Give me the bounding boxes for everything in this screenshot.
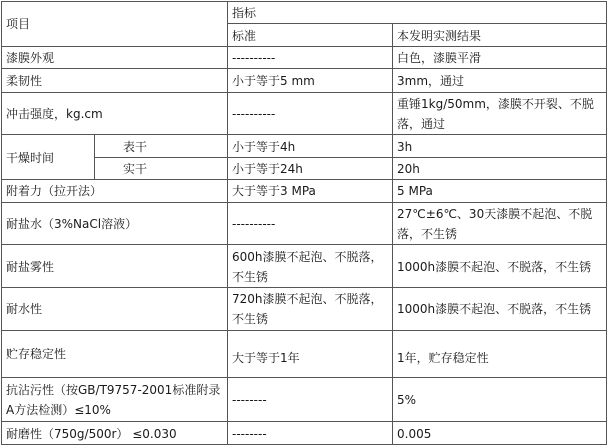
standard-cell: -------- — [228, 422, 393, 445]
row-label: 耐盐雾性 — [2, 245, 228, 288]
result-cell: 3mm，通过 — [393, 69, 607, 92]
result-cell: 0.005 — [393, 422, 607, 445]
header-indicator: 指标 — [228, 2, 607, 24]
result-cell: 1年，贮存稳定性 — [393, 330, 607, 377]
table-row — [2, 135, 607, 157]
result-cell: 5 MPa — [393, 180, 607, 202]
row-label: 干燥时间 — [2, 135, 95, 180]
row-label: 冲击强度，kg.cm — [2, 92, 228, 135]
table-row — [2, 330, 607, 377]
standard-cell: ---------- — [228, 46, 393, 68]
row-label: 附着力（拉开法） — [2, 180, 228, 202]
result-cell: 20h — [393, 157, 607, 179]
standard-cell: 720h漆膜不起泡、不脱落，不生锈 — [228, 288, 393, 331]
row-label: 贮存稳定性 — [2, 330, 228, 377]
table-row — [2, 180, 607, 202]
table-row — [2, 202, 607, 245]
row-label: 漆膜外观 — [2, 46, 228, 68]
result-cell: 1000h漆膜不起泡、不脱落，不生锈 — [393, 288, 607, 331]
row-label: 耐盐水（3%NaCl溶液） — [2, 202, 228, 245]
standard-cell: ---------- — [228, 92, 393, 135]
standard-cell: -------- — [228, 377, 393, 422]
table-row — [2, 288, 607, 331]
row-label: 抗沾污性（按GB/T9757-2001标准附录A方法检测）≤10% — [2, 377, 228, 422]
spec-table — [1, 1, 607, 445]
header-row-1 — [2, 2, 607, 24]
result-cell: 重锤1kg/50mm，漆膜不开裂、不脱落，通过 — [393, 92, 607, 135]
standard-cell: 600h漆膜不起泡、不脱落，不生锈 — [228, 245, 393, 288]
row-label: 耐水性 — [2, 288, 228, 331]
header-item: 项目 — [2, 2, 228, 47]
result-cell: 1000h漆膜不起泡、不脱落，不生锈 — [393, 245, 607, 288]
standard-cell: 小于等于5 mm — [228, 69, 393, 92]
row-label: 柔韧性 — [2, 69, 228, 92]
table-row — [2, 245, 607, 288]
table-row — [2, 377, 607, 422]
header-result: 本发明实测结果 — [393, 24, 607, 46]
result-cell: 3h — [393, 135, 607, 157]
result-cell: 5% — [393, 377, 607, 422]
standard-cell: ---------- — [228, 202, 393, 245]
table-row — [2, 422, 607, 445]
sub-row-label: 实干 — [95, 157, 228, 179]
sub-row-label: 表干 — [95, 135, 228, 157]
result-cell: 27℃±6℃、30天漆膜不起泡、不脱落，不生锈 — [393, 202, 607, 245]
standard-cell: 小于等于4h — [228, 135, 393, 157]
table-row — [2, 46, 607, 68]
row-label: 耐磨性（750g/500r） ≤0.030 — [2, 422, 228, 445]
header-standard: 标准 — [228, 24, 393, 46]
standard-cell: 大于等于3 MPa — [228, 180, 393, 202]
table-row — [2, 69, 607, 92]
table-row — [2, 92, 607, 135]
result-cell: 白色，漆膜平滑 — [393, 46, 607, 68]
standard-cell: 大于等于1年 — [228, 330, 393, 377]
standard-cell: 小于等于24h — [228, 157, 393, 179]
